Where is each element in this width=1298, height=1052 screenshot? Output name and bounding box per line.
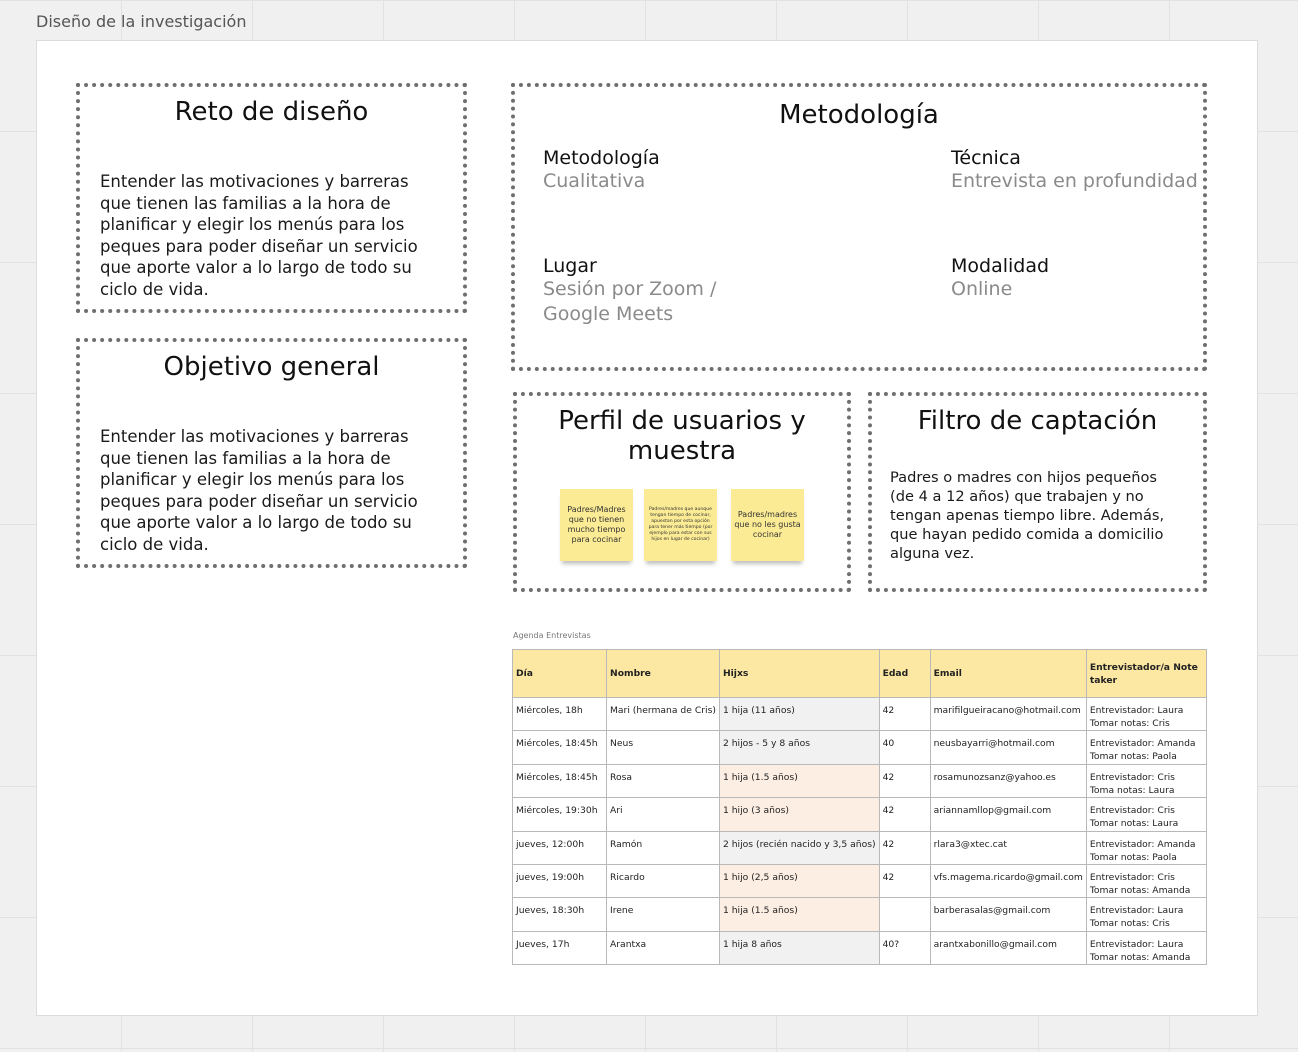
note-taker-text: Tomar notas: Amanda	[1089, 884, 1191, 896]
cell-nombre[interactable]: Rosa	[607, 764, 720, 797]
recruitment-filter-card[interactable]	[868, 392, 1207, 592]
interviewer-text: Entrevistador: Laura	[1089, 705, 1184, 716]
design-challenge-card[interactable]	[76, 83, 467, 313]
note-taker-text: Tomar notas: Amanda	[1089, 951, 1191, 963]
table-row[interactable]	[513, 764, 1207, 797]
cell-edad[interactable]: 40	[879, 731, 930, 764]
cell-email[interactable]: arantxabonillo@gmail.com	[930, 931, 1086, 964]
cell-email[interactable]: rosamunozsanz@yahoo.es	[930, 764, 1086, 797]
interviewer-text: Entrevistador: Cris	[1089, 771, 1175, 783]
technique-value: Entrevista en profundidad	[951, 170, 1198, 192]
cell-email[interactable]: rlara3@xtec.cat	[930, 831, 1086, 864]
cell-edad[interactable]: 42	[879, 864, 930, 897]
interviewer-text: Entrevistador: Cris	[1089, 871, 1175, 883]
cell-hijxs[interactable]: 1 hija (11 años)	[719, 698, 879, 731]
interviewer-text: Entrevistador: Cris	[1089, 805, 1175, 817]
cell-edad[interactable]: 42	[879, 764, 930, 797]
column-header[interactable]: Hijxs	[719, 650, 879, 698]
cell-hijxs[interactable]: 1 hija 8 años	[719, 931, 879, 964]
methodology-item	[543, 147, 743, 194]
cell-dia[interactable]: Miércoles, 18:45h	[513, 764, 607, 797]
agenda-table[interactable]	[512, 649, 1207, 965]
design-challenge-text: Entender las motivaciones y barreras que tienen las familias a la hora de planificar y elegir los menús para los peques para poder diseñar un servicio que aporte valor a lo largo de todo su ciclo de vida.	[100, 172, 418, 299]
note-taker-text: Tomar notas: Paola	[1089, 751, 1177, 763]
technique-label: Técnica	[951, 147, 1021, 169]
cell-nombre[interactable]: Arantxa	[607, 931, 720, 964]
recruitment-filter-title: Filtro de captación	[917, 406, 1158, 436]
cell-nombre[interactable]: Ramón	[607, 831, 720, 864]
agenda-body	[513, 698, 1207, 965]
table-row[interactable]	[513, 798, 1207, 831]
agenda-title[interactable]: Agenda Entrevistas	[513, 631, 591, 640]
cell-edad[interactable]	[879, 898, 930, 931]
design-challenge-title: Reto de diseño	[174, 97, 369, 127]
cell-interviewer[interactable]	[1086, 931, 1206, 964]
general-objective-title: Objetivo general	[163, 352, 380, 382]
cell-interviewer[interactable]	[1086, 698, 1206, 731]
cell-edad[interactable]: 42	[879, 831, 930, 864]
cell-dia[interactable]: Miércoles, 19:30h	[513, 798, 607, 831]
cell-dia[interactable]: Miércoles, 18h	[513, 698, 607, 731]
column-header[interactable]: Entrevistador/a Note taker	[1086, 650, 1206, 698]
interviewer-text: Entrevistador: Laura	[1089, 905, 1184, 917]
methodology-label: Metodología	[543, 147, 660, 169]
cell-dia[interactable]: Jueves, 17h	[513, 931, 607, 964]
cell-edad[interactable]: 42	[879, 798, 930, 831]
interviewer-text: Entrevistador: Laura	[1089, 938, 1184, 950]
column-header[interactable]: Día	[513, 650, 607, 698]
cell-hijxs[interactable]: 1 hija (1.5 años)	[719, 764, 879, 797]
cell-dia[interactable]: Jueves, 18:30h	[513, 898, 607, 931]
recruitment-filter-text: Padres o madres con hijos pequeños (de 4 a 12 años) que trabajen y no tengan apenas tiempo libre. Además, que hayan pedido comida a domicilio alguna vez.	[890, 469, 1165, 562]
table-row[interactable]	[513, 864, 1207, 897]
column-header[interactable]: Edad	[879, 650, 930, 698]
note-taker-text: Toma notas: Laura	[1089, 784, 1175, 796]
general-objective-card[interactable]	[76, 338, 467, 568]
modality-item	[951, 255, 1151, 302]
cell-dia[interactable]: jueves, 12:00h	[513, 831, 607, 864]
cell-dia[interactable]: Miércoles, 18:45h	[513, 731, 607, 764]
technique-item	[951, 147, 1201, 194]
cell-hijxs[interactable]: 2 hijos - 5 y 8 años	[719, 731, 879, 764]
cell-email[interactable]: ariannamllop@gmail.com	[930, 798, 1086, 831]
cell-email[interactable]: barberasalas@gmail.com	[930, 898, 1086, 931]
table-row[interactable]	[513, 698, 1207, 731]
sticky-note-text: Padres/madres que aunque tengan tiempo de cocinar, apuestan por esta opción para tener más tiempo (por ejemplo para estar con sus hijos en lugar de cocinar)	[648, 507, 713, 542]
table-row[interactable]	[513, 898, 1207, 931]
table-row[interactable]	[513, 831, 1207, 864]
interviewer-text: Entrevistador: Amanda	[1089, 738, 1196, 750]
methodology-card[interactable]	[511, 83, 1207, 371]
cell-nombre[interactable]: Neus	[607, 731, 720, 764]
table-row[interactable]	[513, 731, 1207, 764]
cell-interviewer[interactable]	[1086, 798, 1206, 831]
place-item	[543, 255, 733, 327]
sticky-note[interactable]	[731, 489, 804, 561]
note-taker-text: Tomar notas: Paola	[1089, 851, 1177, 863]
cell-interviewer[interactable]	[1086, 864, 1206, 897]
sticky-note[interactable]	[644, 489, 717, 561]
cell-edad[interactable]: 42	[879, 698, 930, 731]
place-value: Sesión por Zoom / Google Meets	[543, 278, 717, 325]
cell-interviewer[interactable]	[1086, 831, 1206, 864]
column-header[interactable]: Email	[930, 650, 1086, 698]
cell-nombre[interactable]: Mari (hermana de Cris)	[607, 698, 720, 731]
cell-hijxs[interactable]: 1 hijo (3 años)	[719, 798, 879, 831]
modality-value: Online	[951, 278, 1013, 300]
interviewer-text: Entrevistador: Amanda	[1089, 838, 1196, 850]
cell-hijxs[interactable]: 1 hija (1.5 años)	[719, 898, 879, 931]
cell-nombre[interactable]: Irene	[607, 898, 720, 931]
modality-label: Modalidad	[951, 255, 1050, 277]
general-objective-text: Entender las motivaciones y barreras que tienen las familias a la hora de planificar y elegir los menús para los peques para poder diseñar un servicio que aporte valor a lo largo de todo su ciclo de vida.	[100, 427, 418, 554]
cell-interviewer[interactable]	[1086, 898, 1206, 931]
note-taker-text: Tomar notas: Laura	[1089, 818, 1179, 830]
board-title[interactable]: Diseño de la investigación	[36, 12, 247, 31]
sticky-note-text: Padres/madres que no les gusta cocinar	[734, 510, 801, 539]
table-header-row	[513, 650, 1207, 698]
note-taker-text: Tomar notas: Cris	[1089, 718, 1170, 729]
cell-interviewer[interactable]	[1086, 731, 1206, 764]
cell-hijxs[interactable]: 1 hijo (2,5 años)	[719, 864, 879, 897]
cell-edad[interactable]: 40?	[879, 931, 930, 964]
methodology-title: Metodología	[779, 100, 939, 130]
cell-nombre[interactable]: Ricardo	[607, 864, 720, 897]
sticky-note[interactable]	[560, 489, 633, 561]
cell-email[interactable]: neusbayarri@hotmail.com	[930, 731, 1086, 764]
methodology-value: Cualitativa	[543, 170, 646, 192]
cell-nombre[interactable]: Ari	[607, 798, 720, 831]
table-row[interactable]	[513, 931, 1207, 964]
cell-dia[interactable]: jueves, 19:00h	[513, 864, 607, 897]
cell-hijxs[interactable]: 2 hijos (recién nacido y 3,5 años)	[719, 831, 879, 864]
note-taker-text: Tomar notas: Cris	[1089, 918, 1170, 930]
user-profile-title: Perfil de usuarios y muestra	[558, 406, 806, 466]
column-header[interactable]: Nombre	[607, 650, 720, 698]
cell-email[interactable]: vfs.magema.ricardo@gmail.com	[930, 864, 1086, 897]
place-label: Lugar	[543, 255, 597, 277]
cell-email[interactable]: marifilgueiracano@hotmail.com	[930, 698, 1086, 731]
cell-interviewer[interactable]	[1086, 764, 1206, 797]
sticky-note-text: Padres/Madres que no tienen mucho tiempo para cocinar	[567, 505, 626, 544]
